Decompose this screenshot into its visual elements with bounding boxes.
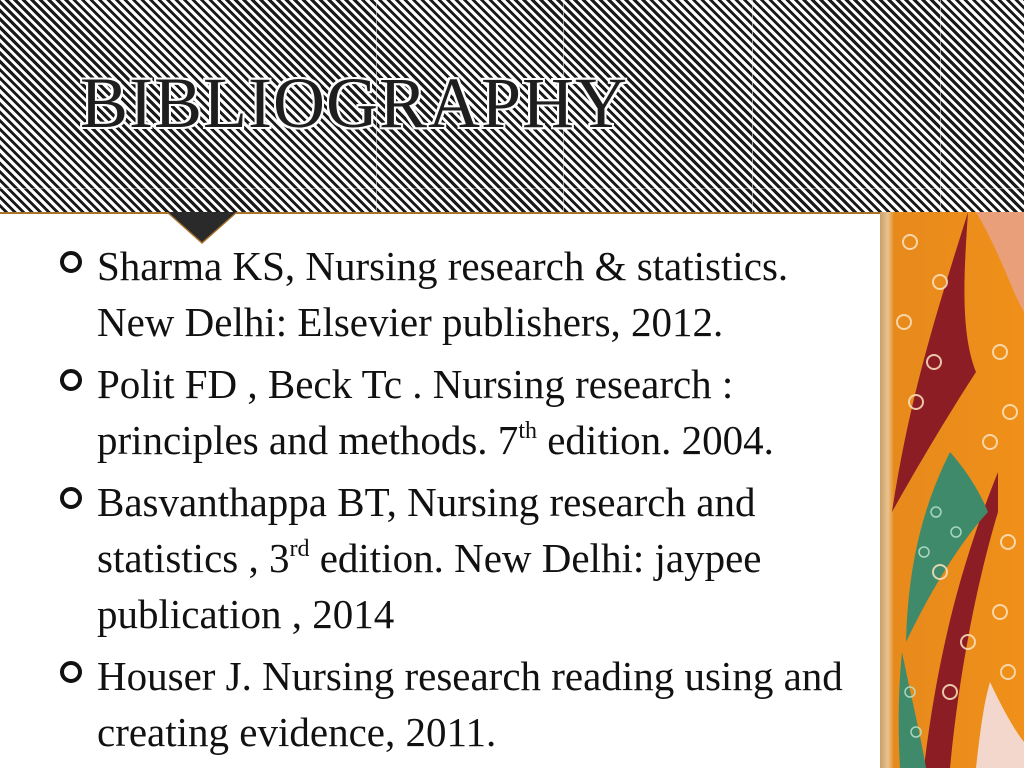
reference-item [60,648,875,760]
header-divider [752,0,753,212]
hollow-circle-icon [60,251,82,273]
hollow-circle-icon [60,369,82,391]
reference-text: Polit FD , Beck Tc . Nursing research : principles and methods. 7 [97,361,734,463]
reference-item [60,356,875,468]
decorative-fabric-panel [880,212,1024,768]
fabric-pattern-graphic [880,212,1024,768]
reference-text: Sharma KS, Nursing research & statistics. New Delhi: Elsevier publishers, 2012. [97,243,789,345]
reference-superscript: th [518,418,537,444]
hollow-circle-icon [60,487,82,509]
reference-text: Basvanthappa BT, Nursing research and statistics , 3 [97,479,756,581]
hollow-circle-icon [60,661,82,683]
reference-item [60,238,875,350]
striped-header-band [0,0,1024,214]
reference-text-continued: edition. 2004. [536,417,774,463]
reference-text: Houser J. Nursing research reading using and creating evidence, 2011. [97,653,843,755]
reference-item [60,474,875,642]
reference-text-continued: edition. New Delhi: jaypee publication , 2014 [97,535,762,637]
reference-list [60,238,875,766]
header-divider [940,0,941,212]
header-rule [0,188,1024,189]
slide-title: BIBLIOGRAPHY [80,63,629,143]
reference-superscript: rd [289,536,310,562]
